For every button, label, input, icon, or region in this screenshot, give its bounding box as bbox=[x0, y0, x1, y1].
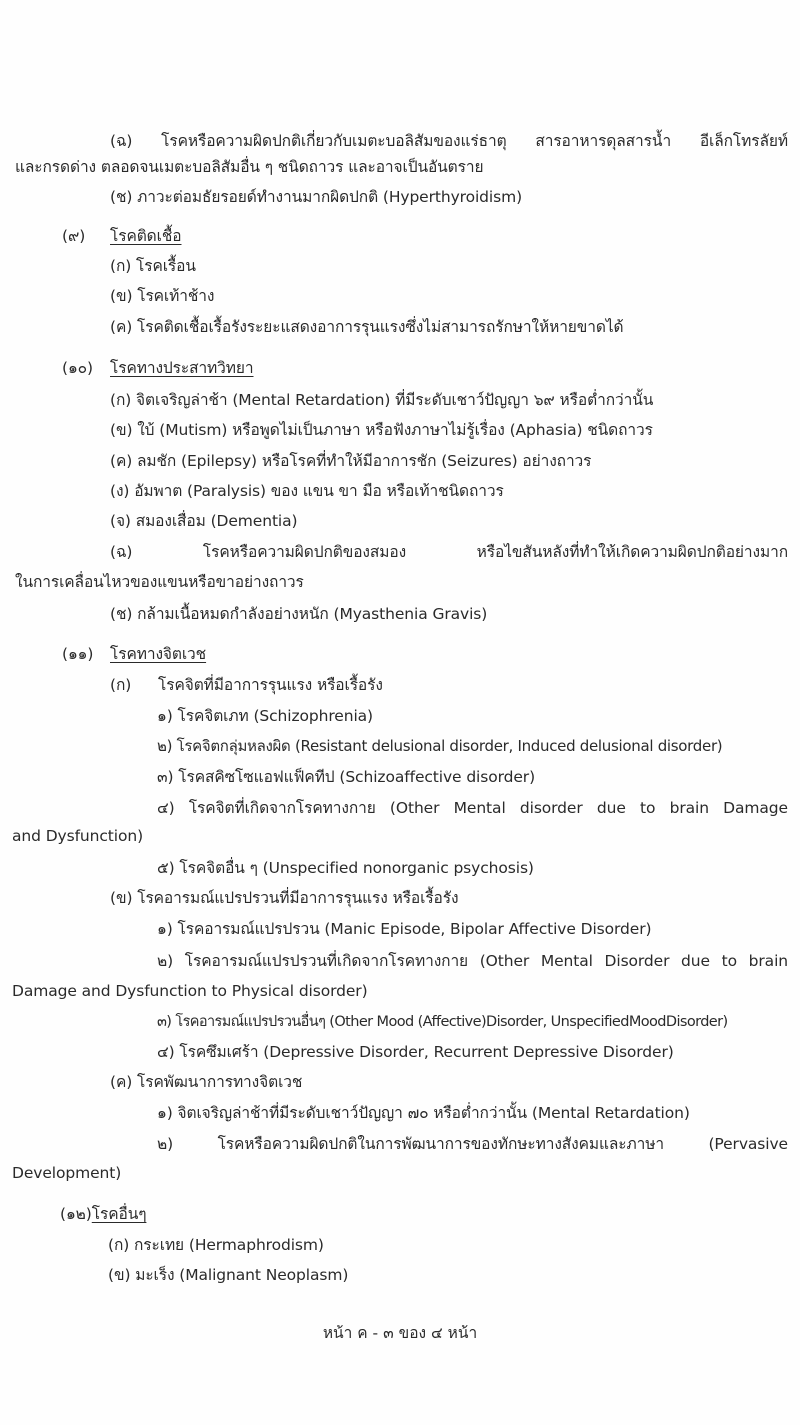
list-item: (ข) ใบ้ (Mutism) หรือพูดไม่เป็นภาษา หรือฟังภาษาไม่รู้เรื่อง (Aphasia) ชนิดถาวร bbox=[110, 421, 653, 439]
section-9-heading bbox=[62, 225, 181, 247]
section-title: โรคติดเชื้อ bbox=[110, 227, 182, 245]
list-item: (ก) กระเทย (Hermaphrodism) bbox=[108, 1236, 324, 1254]
list-item-cont: Development) bbox=[12, 1164, 122, 1182]
list-item: ๔) โรคซึมเศร้า (Depressive Disorder, Recurrent Depressive Disorder) bbox=[157, 1043, 674, 1061]
item-hyperthyroidism: (ช) ภาวะต่อมธัยรอยด์ทำงานมากผิดปกติ (Hyperthyroidism) bbox=[110, 188, 523, 206]
list-item: ๓) โรคสคิซโซแอฟแฟ็คทีป (Schizoaffective disorder) bbox=[157, 768, 536, 786]
section-number: (๑๐) bbox=[62, 359, 93, 377]
list-item: ๒) โรคอารมณ์แปรปรวนที่เกิดจากโรคทางกาย (Other Mental Disorder due to brain bbox=[157, 952, 788, 970]
section-number: (๑๒) bbox=[60, 1205, 92, 1223]
list-item: (จ) สมองเสื่อม (Dementia) bbox=[110, 512, 298, 530]
list-item: (ช) กล้ามเนื้อหมดกำลังอย่างหนัก (Myasthenia Gravis) bbox=[110, 605, 488, 623]
list-item: (ค) ลมชัก (Epilepsy) หรือโรคที่ทำให้มีอาการชัก (Seizures) อย่างถาวร bbox=[110, 452, 592, 470]
subgroup-heading: (ค) โรคพัฒนาการทางจิตเวช bbox=[110, 1073, 303, 1091]
list-item: (ก) โรคเรื้อน bbox=[110, 257, 196, 275]
section-12-heading bbox=[60, 1203, 146, 1225]
list-item: ๕) โรคจิตอื่น ๆ (Unspecified nonorganic psychosis) bbox=[157, 859, 534, 877]
list-item: ๑) จิตเจริญล่าช้าที่มีระดับเชาว์ปัญญา ๗๐ หรือต่ำกว่านั้น (Mental Retardation) bbox=[157, 1104, 690, 1122]
section-number: (๙) bbox=[62, 227, 86, 245]
list-item: (ค) โรคติดเชื้อเรื้อรังระยะแสดงอาการรุนแรงซึ่งไม่สามารถรักษาให้หายขาดได้ bbox=[110, 318, 624, 336]
list-item: ๑) โรคอารมณ์แปรปรวน (Manic Episode, Bipolar Affective Disorder) bbox=[157, 920, 652, 938]
list-item: (ก) จิตเจริญล่าช้า (Mental Retardation) ที่มีระดับเชาว์ปัญญา ๖๙ หรือต่ำกว่านั้น bbox=[110, 391, 654, 409]
list-item-cont: Damage and Dysfunction to Physical disorder) bbox=[12, 982, 368, 1000]
list-item: (ฉ) โรคหรือความผิดปกติของสมอง หรือไขสันหลังที่ทำให้เกิดความผิดปกติอย่างมาก bbox=[110, 543, 788, 561]
subgroup-title: โรคจิตที่มีอาการรุนแรง หรือเรื้อรัง bbox=[158, 676, 383, 694]
section-number: (๑๑) bbox=[62, 645, 94, 663]
list-item: (ข) โรคเท้าช้าง bbox=[110, 287, 215, 305]
page-number-footer: หน้า ค - ๓ ของ ๔ หน้า bbox=[322, 1324, 478, 1342]
section-11-heading bbox=[62, 643, 206, 665]
list-item: (ง) อัมพาต (Paralysis) ของ แขน ขา มือ หรือเท้าชนิดถาวร bbox=[110, 482, 504, 500]
list-item: ๒) โรคหรือความผิดปกติในการพัฒนาการของทักษะทางสังคมและภาษา (Pervasive bbox=[157, 1135, 788, 1153]
list-item: ๒) โรคจิตกลุ่มหลงผิด (Resistant delusional disorder, Induced delusional disorder) bbox=[157, 737, 723, 755]
list-item: (ข) มะเร็ง (Malignant Neoplasm) bbox=[108, 1266, 349, 1284]
section-title: โรคอื่นๆ bbox=[91, 1205, 147, 1223]
list-item: ๓) โรคอารมณ์แปรปรวนอื่นๆ (Other Mood (Affective)Disorder, UnspecifiedMoodDisorder) bbox=[157, 1014, 728, 1030]
subgroup-heading bbox=[110, 674, 383, 696]
list-item: ๑) โรคจิตเภท (Schizophrenia) bbox=[157, 707, 374, 725]
section-title: โรคทางจิตเวช bbox=[110, 645, 207, 663]
paragraph-metabolism-cont: และกรดด่าง ตลอดจนเมตะบอลิสัมอื่น ๆ ชนิดถาวร และอาจเป็นอันตราย bbox=[15, 158, 484, 176]
section-10-heading bbox=[62, 357, 254, 379]
section-title: โรคทางประสาทวิทยา bbox=[110, 359, 254, 377]
subgroup-heading: (ข) โรคอารมณ์แปรปรวนที่มีอาการรุนแรง หรือเรื้อรัง bbox=[110, 889, 459, 907]
list-item-cont: and Dysfunction) bbox=[12, 827, 144, 845]
list-item-cont: ในการเคลื่อนไหวของแขนหรือขาอย่างถาวร bbox=[15, 573, 304, 591]
list-item: ๔) โรคจิตที่เกิดจากโรคทางกาย (Other Mental disorder due to brain Damage bbox=[157, 799, 788, 817]
paragraph-metabolism: (ฉ) โรคหรือความผิดปกติเกี่ยวกับเมตะบอลิสัมของแร่ธาตุ สารอาหารดุลสารน้ำ อีเล็กโทรลัยท์ bbox=[110, 132, 788, 150]
subgroup-label: (ก) bbox=[110, 676, 132, 694]
